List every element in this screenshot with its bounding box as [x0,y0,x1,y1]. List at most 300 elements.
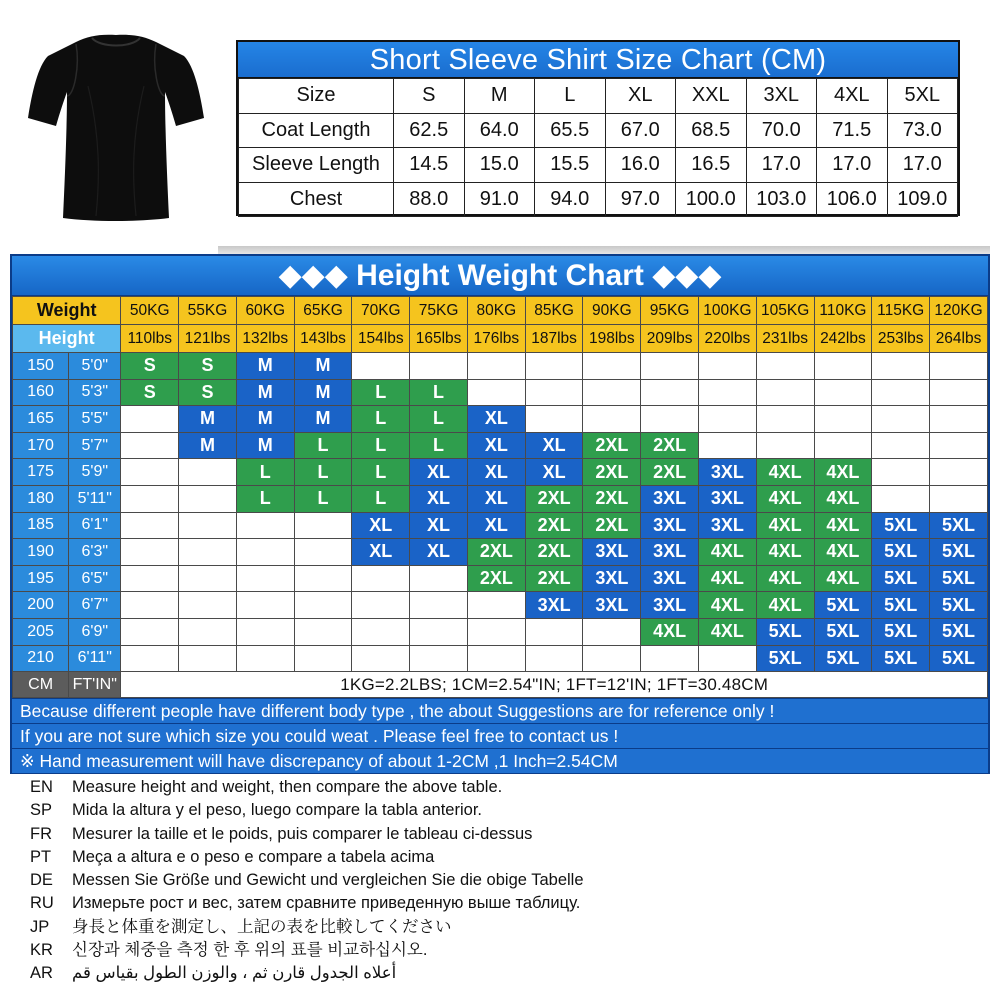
size-cell: 4XL [756,485,814,512]
empty-size-cell [179,645,237,672]
empty-size-cell [121,485,179,512]
measurement-value: 100.0 [676,182,747,217]
size-chart-title: Short Sleeve Shirt Size Chart (CM) [238,42,958,78]
empty-size-cell [352,353,410,380]
size-cell: XL [410,459,468,486]
height-row [13,592,988,619]
height-ft-cell: 5'9" [69,459,121,486]
height-weight-chart-title: ◆◆◆ Height Weight Chart ◆◆◆ [12,256,988,296]
size-cell: 4XL [756,592,814,619]
weight-lbs-cell: 110lbs [121,325,179,353]
height-row [13,379,988,406]
size-cell: S [121,353,179,380]
size-cell: 5XL [930,645,988,672]
size-cell: 4XL [756,539,814,566]
height-label: Height [13,325,121,353]
size-cell: 3XL [641,485,699,512]
weight-lbs-cell: 242lbs [814,325,872,353]
notice-contact: If you are not sure which size you could weat . Please feel free to contact us ! [12,723,988,748]
weight-kg-cell: 75KG [410,297,468,325]
unit-ft-label: FT'IN" [69,672,121,698]
size-cell: M [236,406,294,433]
size-cell: L [236,459,294,486]
weight-label: Weight [13,297,121,325]
weight-lbs-row [13,325,988,353]
size-cell: 2XL [583,432,641,459]
empty-size-cell [814,432,872,459]
empty-size-cell [121,618,179,645]
empty-size-cell [179,565,237,592]
weight-lbs-cell: 154lbs [352,325,410,353]
language-code: DE [30,871,53,890]
empty-size-cell [641,406,699,433]
empty-size-cell [467,618,525,645]
size-cell: 5XL [872,539,930,566]
measurement-value: 17.0 [746,148,817,183]
size-cell: L [352,485,410,512]
instruction-row [30,776,730,799]
measurement-value: 106.0 [817,182,888,217]
empty-size-cell [179,459,237,486]
instructions-list [30,776,730,986]
weight-kg-cell: 90KG [583,297,641,325]
empty-size-cell [872,485,930,512]
empty-size-cell [930,353,988,380]
size-cell: 5XL [872,618,930,645]
language-code: JP [30,917,50,936]
size-cell: XL [410,485,468,512]
language-code: KR [30,941,53,960]
height-ft-cell: 6'9" [69,618,121,645]
empty-size-cell [294,592,352,619]
empty-size-cell [583,645,641,672]
empty-size-cell [583,379,641,406]
size-cell: M [294,379,352,406]
size-chart [236,40,960,216]
weight-lbs-cell: 198lbs [583,325,641,353]
measurement-value: 70.0 [746,113,817,148]
size-cell: 2XL [583,459,641,486]
empty-size-cell [294,539,352,566]
empty-size-cell [583,406,641,433]
measurement-value: 65.5 [535,113,606,148]
instruction-text: Messen Sie Größe und Gewicht und vergleichen Sie die obige Tabelle [72,871,584,890]
size-cell: L [410,406,468,433]
size-cell: 5XL [756,618,814,645]
measurement-value: 16.0 [605,148,676,183]
size-cell: 5XL [872,512,930,539]
weight-lbs-cell: 187lbs [525,325,583,353]
height-cm-cell: 150 [13,353,69,380]
empty-size-cell [352,592,410,619]
size-cell: 3XL [583,539,641,566]
size-cell: 5XL [872,592,930,619]
size-cell: M [294,353,352,380]
empty-size-cell [294,645,352,672]
weight-kg-cell: 100KG [699,297,757,325]
empty-size-cell [410,565,468,592]
empty-size-cell [872,406,930,433]
size-cell: 5XL [872,645,930,672]
empty-size-cell [814,406,872,433]
empty-size-cell [699,379,757,406]
empty-size-cell [236,618,294,645]
weight-kg-cell: 120KG [930,297,988,325]
size-cell: M [179,432,237,459]
empty-size-cell [179,592,237,619]
size-cell: XL [467,406,525,433]
height-ft-cell: 5'11" [69,485,121,512]
height-cm-cell: 195 [13,565,69,592]
instruction-row [30,823,730,846]
height-cm-cell: 185 [13,512,69,539]
empty-size-cell [236,645,294,672]
empty-size-cell [525,353,583,380]
height-cm-cell: 175 [13,459,69,486]
weight-lbs-cell: 165lbs [410,325,468,353]
size-cell: 2XL [525,512,583,539]
size-cell: 2XL [525,565,583,592]
size-row [239,148,958,183]
size-cell: 5XL [930,592,988,619]
empty-size-cell [236,565,294,592]
empty-size-cell [294,565,352,592]
weight-kg-cell: 95KG [641,297,699,325]
height-weight-chart [10,254,990,774]
instruction-row [30,799,730,822]
empty-size-cell [756,432,814,459]
size-cell: 4XL [814,485,872,512]
empty-size-cell [930,432,988,459]
conversion-text: 1KG=2.2LBS; 1CM=2.54"IN; 1FT=12'IN; 1FT=30.48CM [121,672,988,698]
measurement-value: 109.0 [887,182,958,217]
size-cell: 4XL [699,618,757,645]
empty-size-cell [583,353,641,380]
size-header-cell: L [535,79,606,114]
weight-kg-cell: 60KG [236,297,294,325]
weight-kg-cell: 80KG [467,297,525,325]
instruction-row [30,846,730,869]
size-cell: L [294,432,352,459]
measurement-value: 15.0 [464,148,535,183]
empty-size-cell [699,353,757,380]
size-cell: 3XL [641,592,699,619]
height-row [13,432,988,459]
empty-size-cell [121,592,179,619]
empty-size-cell [525,618,583,645]
weight-kg-cell: 50KG [121,297,179,325]
instruction-row [30,962,730,985]
measurement-value: 91.0 [464,182,535,217]
empty-size-cell [699,406,757,433]
empty-size-cell [756,353,814,380]
measurement-value: 71.5 [817,113,888,148]
weight-kg-cell: 65KG [294,297,352,325]
language-code: RU [30,894,54,913]
size-cell: 4XL [641,618,699,645]
size-cell: L [410,379,468,406]
empty-size-cell [641,379,699,406]
weight-kg-row [13,297,988,325]
height-row [13,353,988,380]
size-cell: 5XL [930,565,988,592]
size-cell: S [121,379,179,406]
size-cell: 2XL [641,432,699,459]
size-cell: 3XL [699,459,757,486]
size-cell: 2XL [583,512,641,539]
measurement-value: 14.5 [394,148,465,183]
height-ft-cell: 5'7" [69,432,121,459]
instruction-row [30,892,730,915]
empty-size-cell [121,432,179,459]
size-cell: M [179,406,237,433]
size-header-cell: 3XL [746,79,817,114]
weight-lbs-cell: 253lbs [872,325,930,353]
language-code: SP [30,801,53,820]
size-cell: 5XL [756,645,814,672]
empty-size-cell [756,379,814,406]
empty-size-cell [872,353,930,380]
weight-lbs-cell: 264lbs [930,325,988,353]
empty-size-cell [121,406,179,433]
size-cell: 3XL [583,592,641,619]
size-cell: XL [410,539,468,566]
empty-size-cell [179,485,237,512]
weight-lbs-cell: 220lbs [699,325,757,353]
weight-lbs-cell: 121lbs [179,325,237,353]
size-cell: 4XL [756,512,814,539]
size-cell: 3XL [699,512,757,539]
empty-size-cell [121,459,179,486]
instruction-row [30,869,730,892]
instruction-text: Meça a altura e o peso e compare a tabela acima [72,847,435,866]
size-cell: L [294,459,352,486]
weight-kg-cell: 110KG [814,297,872,325]
height-cm-cell: 165 [13,406,69,433]
size-cell: 3XL [525,592,583,619]
height-ft-cell: 5'0" [69,353,121,380]
size-header-cell: 5XL [887,79,958,114]
measurement-value: 68.5 [676,113,747,148]
height-cm-cell: 205 [13,618,69,645]
empty-size-cell [410,592,468,619]
size-cell: 5XL [814,645,872,672]
size-header-row [239,79,958,114]
black-tshirt-image [18,26,214,224]
empty-size-cell [294,512,352,539]
measurement-value: 62.5 [394,113,465,148]
size-row [239,182,958,217]
empty-size-cell [525,645,583,672]
empty-size-cell [467,379,525,406]
size-cell: L [352,406,410,433]
empty-size-cell [930,459,988,486]
size-cell: 5XL [814,618,872,645]
empty-size-cell [699,645,757,672]
height-ft-cell: 6'1" [69,512,121,539]
height-cm-cell: 160 [13,379,69,406]
weight-kg-cell: 85KG [525,297,583,325]
size-cell: 4XL [814,512,872,539]
empty-size-cell [930,406,988,433]
empty-size-cell [121,565,179,592]
height-cm-cell: 190 [13,539,69,566]
language-code: FR [30,824,52,843]
height-ft-cell: 5'5" [69,406,121,433]
instruction-text: 身長と体重を測定し、上記の表を比較してください [72,917,452,936]
empty-size-cell [699,432,757,459]
measurement-value: 97.0 [605,182,676,217]
empty-size-cell [179,618,237,645]
height-ft-cell: 6'3" [69,539,121,566]
empty-size-cell [467,645,525,672]
weight-lbs-cell: 209lbs [641,325,699,353]
size-cell: XL [467,459,525,486]
language-code: AR [30,964,53,983]
height-row [13,565,988,592]
weight-lbs-cell: 176lbs [467,325,525,353]
size-cell: M [236,432,294,459]
height-row [13,406,988,433]
instruction-text: 신장과 체중을 측정 한 후 위의 표를 비교하십시오. [72,941,428,960]
height-ft-cell: 6'5" [69,565,121,592]
size-cell: 3XL [699,485,757,512]
empty-size-cell [583,618,641,645]
empty-size-cell [410,618,468,645]
size-cell: 5XL [930,512,988,539]
empty-size-cell [121,512,179,539]
empty-size-cell [179,512,237,539]
size-cell: S [179,379,237,406]
size-cell: M [236,379,294,406]
measurement-label: Chest [239,182,394,217]
height-row [13,485,988,512]
size-header-label: Size [239,79,394,114]
weight-kg-cell: 105KG [756,297,814,325]
measurement-value: 67.0 [605,113,676,148]
weight-lbs-cell: 143lbs [294,325,352,353]
size-cell: 4XL [756,459,814,486]
size-cell: 2XL [583,485,641,512]
empty-size-cell [641,645,699,672]
empty-size-cell [352,618,410,645]
size-header-cell: XL [605,79,676,114]
size-cell: 4XL [814,565,872,592]
size-cell: 5XL [930,618,988,645]
empty-size-cell [294,618,352,645]
size-header-cell: M [464,79,535,114]
empty-size-cell [410,353,468,380]
measurement-label: Sleeve Length [239,148,394,183]
measurement-value: 15.5 [535,148,606,183]
weight-kg-cell: 55KG [179,297,237,325]
height-cm-cell: 200 [13,592,69,619]
empty-size-cell [352,645,410,672]
measurement-value: 17.0 [887,148,958,183]
measurement-value: 16.5 [676,148,747,183]
weight-lbs-cell: 231lbs [756,325,814,353]
empty-size-cell [179,539,237,566]
empty-size-cell [236,539,294,566]
empty-size-cell [872,459,930,486]
empty-size-cell [236,512,294,539]
instruction-row [30,939,730,962]
language-code: EN [30,778,53,796]
size-cell: XL [525,459,583,486]
size-cell: 4XL [699,592,757,619]
height-ft-cell: 6'7" [69,592,121,619]
empty-size-cell [641,353,699,380]
height-cm-cell: 210 [13,645,69,672]
size-cell: M [294,406,352,433]
height-row [13,459,988,486]
size-cell: XL [467,432,525,459]
size-cell: 2XL [467,565,525,592]
size-cell: 5XL [930,539,988,566]
size-cell: 2XL [525,485,583,512]
size-cell: L [352,379,410,406]
size-cell: XL [467,512,525,539]
weight-lbs-cell: 132lbs [236,325,294,353]
measurement-value: 103.0 [746,182,817,217]
empty-size-cell [410,645,468,672]
empty-size-cell [352,565,410,592]
height-row [13,618,988,645]
size-cell: 2XL [641,459,699,486]
size-cell: XL [352,512,410,539]
empty-size-cell [930,379,988,406]
empty-size-cell [467,353,525,380]
size-cell: 3XL [641,565,699,592]
size-cell: L [352,432,410,459]
empty-size-cell [756,406,814,433]
height-cm-cell: 170 [13,432,69,459]
size-cell: XL [525,432,583,459]
empty-size-cell [121,645,179,672]
instruction-text: Mida la altura y el peso, luego compare la tabla anterior. [72,801,482,820]
instruction-text: Измерьте рост и вес, затем сравните приведенную выше таблицу. [72,894,581,913]
height-cm-cell: 180 [13,485,69,512]
instruction-text: أعلاه الجدول قارن ثم ، والوزن الطول بقياس قم [72,964,397,983]
height-row [13,645,988,672]
notice-reference: Because different people have different body type , the about Suggestions are for reference only ! [12,698,988,723]
notice-measurement: ※ Hand measurement will have discrepancy of about 1-2CM ,1 Inch=2.54CM [12,748,988,773]
size-cell: 3XL [583,565,641,592]
size-cell: 4XL [756,565,814,592]
instruction-row [30,916,730,939]
weight-kg-cell: 70KG [352,297,410,325]
size-header-cell: S [394,79,465,114]
height-row [13,512,988,539]
size-cell: M [236,353,294,380]
size-cell: 5XL [872,565,930,592]
size-cell: 4XL [814,459,872,486]
size-cell: 3XL [641,539,699,566]
size-cell: L [352,459,410,486]
size-cell: 4XL [814,539,872,566]
empty-size-cell [814,353,872,380]
unit-cm-label: CM [13,672,69,698]
empty-size-cell [236,592,294,619]
empty-size-cell [467,592,525,619]
measurement-label: Coat Length [239,113,394,148]
height-row [13,539,988,566]
size-cell: XL [467,485,525,512]
measurement-value: 73.0 [887,113,958,148]
weight-kg-cell: 115KG [872,297,930,325]
size-cell: L [410,432,468,459]
size-cell: 4XL [699,539,757,566]
